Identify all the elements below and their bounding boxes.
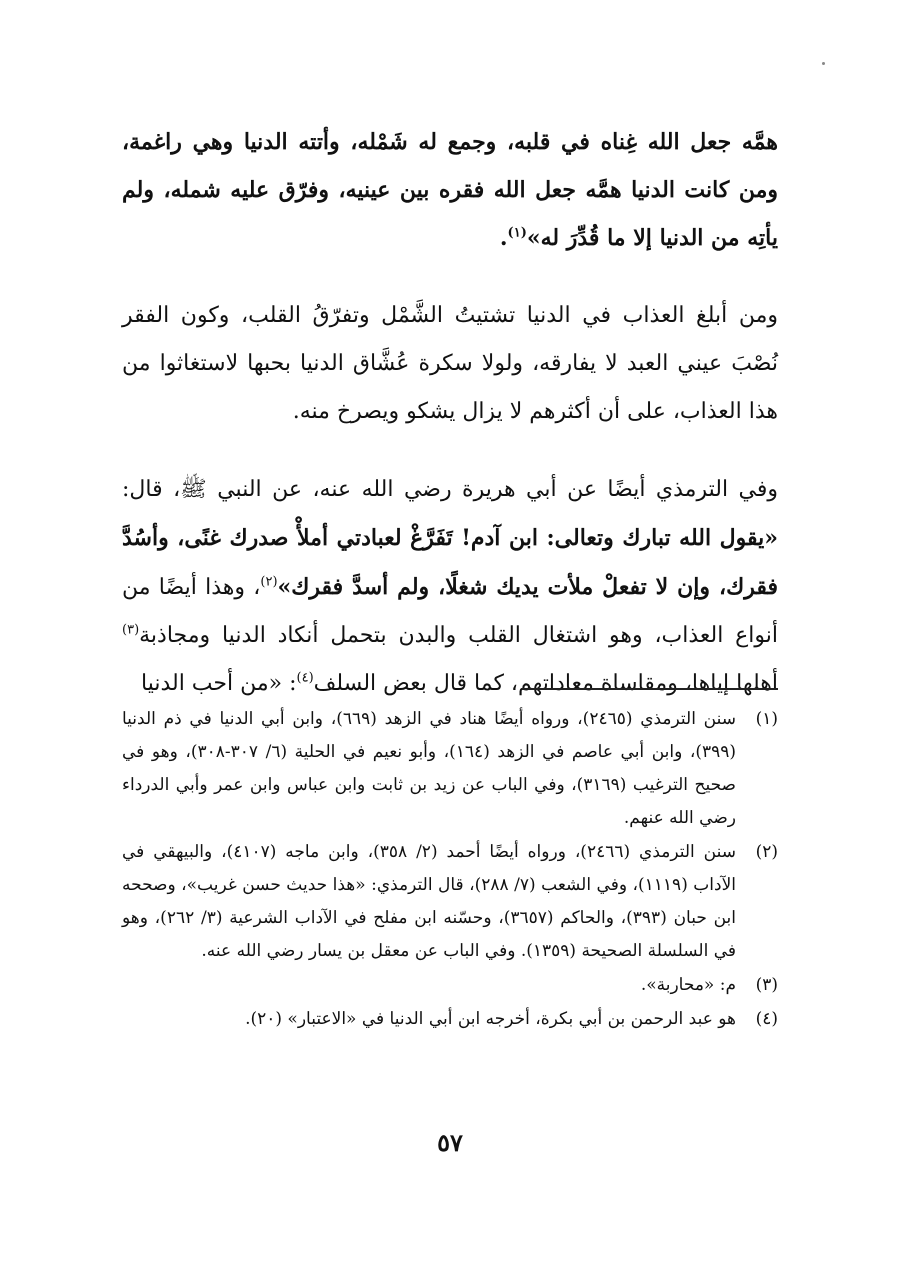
scan-mark — [822, 62, 825, 65]
footnote-number: (٣) — [755, 975, 778, 995]
footnote-4 — [122, 1003, 778, 1036]
footnote-text: هو عبد الرحمن بن أبي بكرة، أخرجه ابن أبي الدنيا في «الاعتبار» (٢٠). — [245, 1009, 736, 1029]
paragraph-1 — [122, 118, 778, 262]
footnote-ref-1: (١) — [507, 225, 527, 241]
footnote-ref-3: (٣) — [122, 622, 140, 638]
footnotes — [122, 703, 778, 1037]
page-number: ٥٧ — [437, 1128, 463, 1157]
hadith-quote: «يقول الله تبارك وتعالى: ابن آدم! تَفَرَّغْ لعبادتي أملأْ صدرك غنًى، وأسُدَّ فقرك، وإن لا تفعلْ ملأت يديك شغلًا، ولم أسدَّ فقرك» — [122, 525, 778, 600]
footnote-2 — [122, 836, 778, 968]
paragraph-3-intro: وفي الترمذي أيضًا عن أبي هريرة رضي الله عنه، عن النبي ﷺ، قال: — [122, 477, 778, 502]
paragraph-3 — [122, 466, 778, 708]
footnote-text: سنن الترمذي (٢٤٦٥)، ورواه أيضًا هناد في الزهد (٦٦٩)، وابن أبي الدنيا في ذم الدنيا (٣٩٩)، وابن أبي عاصم في الزهد (١٦٤)، وأبو نعيم في الحلية (٦/ ٣٠٧-٣٠٨)، وهو في صحيح الترغيب (٣١٦٩)، وفي الباب عن زيد بن ثابت وابن عباس وابن عمر وأبي الدرداء رضي الله عنهم. — [122, 709, 737, 828]
paragraph-3-middle: ، وهذا أيضًا من أنواع العذاب، وهو اشتغال القلب والبدن بتحمل أنكاد الدنيا ومجاذبة — [122, 575, 778, 648]
footnote-text: م: «محاربة». — [640, 975, 736, 995]
paragraph-2: ومن أبلغ العذاب في الدنيا تشتيتُ الشَّمْل وتفرّقُ القلب، وكون الفقر نُصْبَ عيني العبد لا يفارقه، ولولا سكرة عُشَّاق الدنيا بحبها لاستغاثوا من هذا العذاب، على أن أكثرهم لا يزال يشكو ويصرخ منه. — [122, 303, 778, 424]
footnote-ref-4: (٤) — [296, 670, 314, 686]
paragraph-1-text: همَّه جعل الله غِناه في قلبه، وجمع له شَمْله، وأتته الدنيا وهي راغمة، ومن كانت الدنيا همَّه جعل الله فقره بين عينيه، وفرّق عليه شمله، ولم يأتِه من الدنيا إلا ما قُدِّرَ له» — [122, 129, 778, 251]
footnote-ref-2: (٢) — [260, 574, 278, 590]
footnote-number: (٢) — [755, 842, 778, 862]
paragraph-3-middle-2: أهلها إياها، ومقاساة معاداتهم، كما قال بعض السلف — [313, 671, 778, 696]
footnote-number: (١) — [755, 709, 778, 729]
paragraph-3-end: : «من أحب الدنيا — [140, 671, 297, 696]
footnote-text: سنن الترمذي (٢٤٦٦)، ورواه أيضًا أحمد (٢/ ٣٥٨)، وابن ماجه (٤١٠٧)، والبيهقي في الآداب (١١١٩)، وفي الشعب (٧/ ٢٨٨)، قال الترمذي: «هذا حديث حسن غريب»، وصححه ابن حبان (٣٩٣)، والحاكم (٣٦٥٧)، وحسّنه ابن مفلح في الآداب الشرعية (٣/ ٢٦٢)، وهو في السلسلة الصحيحة (١٣٥٩). وفي الباب عن معقل بن يسار رضي الله عنه. — [122, 842, 736, 961]
footnote-1 — [122, 703, 778, 835]
paragraph-1-end: . — [499, 225, 508, 251]
footnote-number: (٤) — [755, 1009, 778, 1029]
main-text — [122, 118, 778, 738]
footnote-separator — [522, 688, 778, 690]
footnote-3 — [122, 969, 778, 1002]
